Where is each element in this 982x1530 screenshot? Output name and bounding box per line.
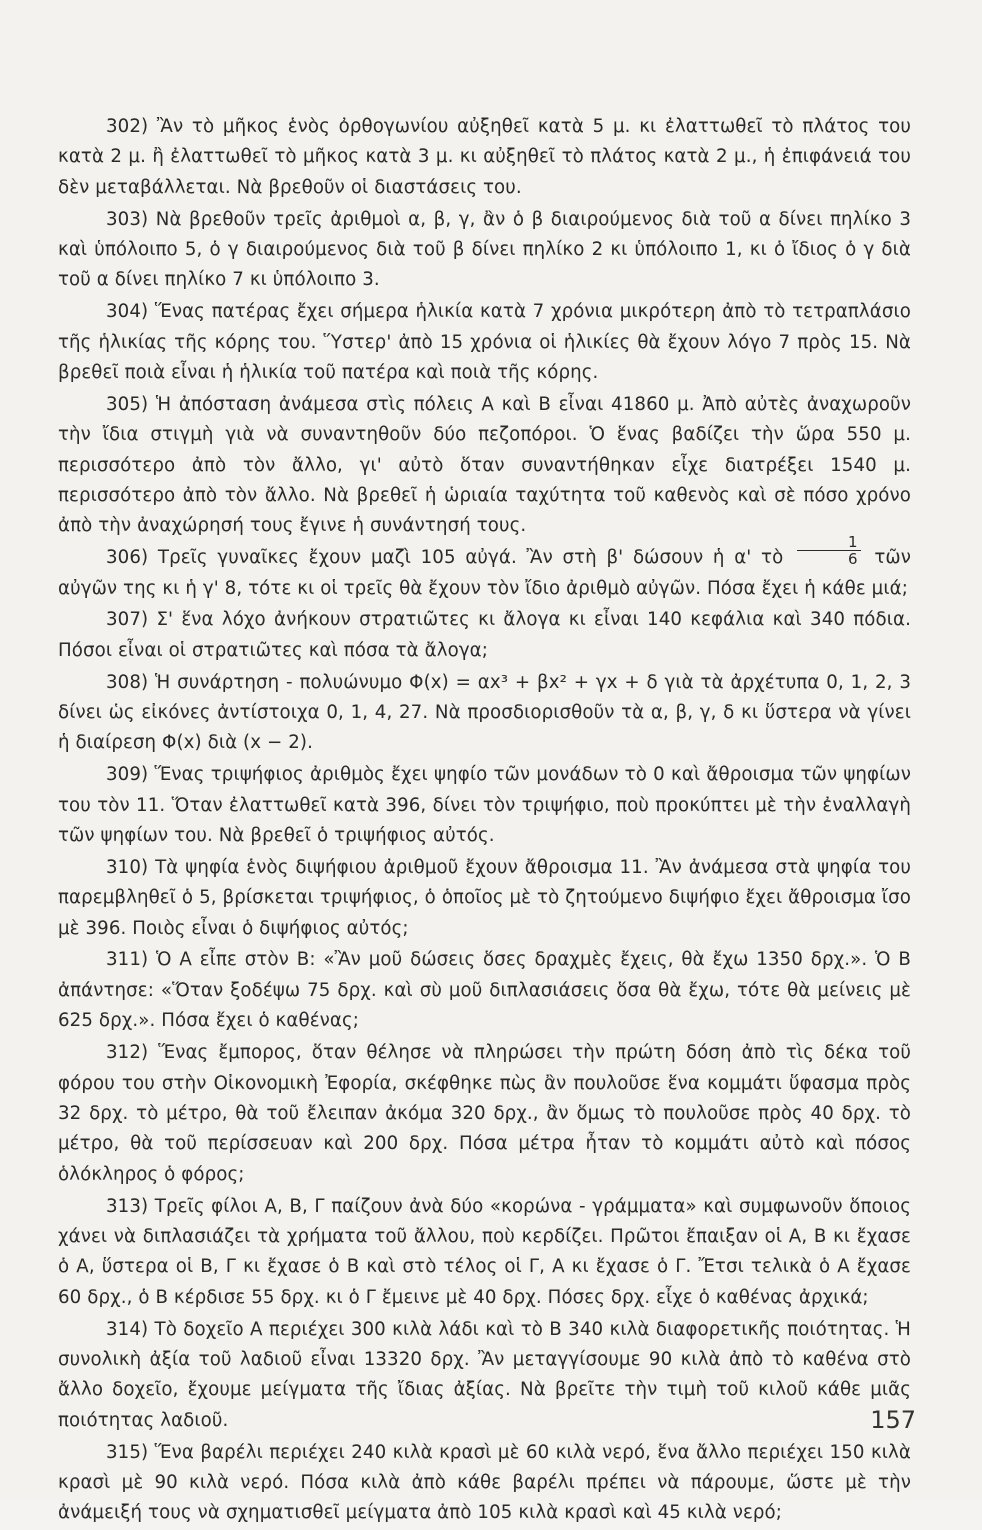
problem-310: 310) Τὰ ψηφία ἑνὸς διψήφιου ἀριθμοῦ ἔχουν ἄθροισμα 11. Ἂν ἀνάμεσα στὰ ψηφία του παρεμβληθεῖ ὁ 5, βρίσκεται τριψήφιος, ὁ ὁποῖος μὲ τὸ ζητούμενο διψήφιο ἔχει ἄθροισμα ἴσο μὲ 396. Ποιὸς εἶναι ὁ διψήφιος αὐτός; <box>58 856 911 939</box>
problem-303: 303) Νὰ βρεθοῦν τρεῖς ἀριθμοὶ α, β, γ, ἂν ὁ β διαιρούμενος διὰ τοῦ α δίνει πηλίκο 3 καὶ ὑπόλοιπο 5, ὁ γ διαιρούμενος διὰ τοῦ β δίνει πηλίκο 2 κι ὑπόλοιπο 1, κι ὁ ἴδιος ὁ γ διὰ τοῦ α δίνει πηλίκο 7 κι ὑπόλοιπο 3. <box>58 208 911 291</box>
fraction-one-sixth: $\frac{1}{6}$ <box>797 534 861 567</box>
problem-306: 306) Τρεῖς γυναῖκες ἔχουν μαζὶ 105 αὐγά. Ἂν στὴ β' δώσουν ἡ α' τὸ $\frac{1}{6}$ τῶν αὐγῶν της κι ἡ γ' 8, τότε κι οἱ τρεῖς θὰ ἔχουν τὸν ἴδιο ἀριθμὸ αὐγῶν. Πόσα ἔχει ἡ κάθε μιά; <box>58 532 911 599</box>
page-number: 157 <box>870 1406 916 1434</box>
problem-304: 304) Ἕνας πατέρας ἔχει σήμερα ἡλικία κατὰ 7 χρόνια μικρότερη ἀπὸ τὸ τετραπλάσιο τῆς ἡλικίας τῆς κόρης του. Ὕστερ' ἀπὸ 15 χρόνια οἱ ἡλικίες θὰ ἔχουν λόγο 7 πρὸς 15. Νὰ βρεθεῖ ποιὰ εἶναι ἡ ἡλικία τοῦ πατέρα καὶ ποιὰ τῆς κόρης. <box>58 301 911 384</box>
problems-list <box>58 112 911 1530</box>
problem-311: 311) Ὁ Α εἶπε στὸν Β: «Ἂν μοῦ δώσεις ὅσες δραχμὲς ἔχεις, θὰ ἔχω 1350 δρχ.». Ὁ Β ἀπάντησε: «Ὅταν ξοδέψω 75 δρχ. καὶ σὺ μοῦ διπλασιάσεις ὅσα θὰ ἔχω, τότε θὰ μείνεις μὲ 625 δρχ.». Πόσα ἔχει ὁ καθένας; <box>58 949 911 1032</box>
problem-313: 313) Τρεῖς φίλοι Α, Β, Γ παίζουν ἀνὰ δύο «κορώνα - γράμματα» καὶ συμφωνοῦν ὅποιος χάνει νὰ διπλασιάζει τὰ χρήματα τοῦ ἄλλου, ποὺ κερδίζει. Πρῶτοι ἔπαιξαν οἱ Α, Β κι ἔχασε ὁ Α, ὕστερα οἱ Β, Γ κι ἔχασε ὁ Β καὶ στὸ τέλος οἱ Γ, Α κι ἔχασε ὁ Γ. Ἔτσι τελικὰ ὁ Α ἔχασε 60 δρχ., ὁ Β κέρδισε 55 δρχ. κι ὁ Γ ἔμεινε μὲ 40 δρχ. Πόσες δρχ. εἶχε ὁ καθένας ἀρχικά; <box>58 1195 911 1308</box>
problem-309: 309) Ἕνας τριψήφιος ἀριθμὸς ἔχει ψηφίο τῶν μονάδων τὸ 0 καὶ ἄθροισμα τῶν ψηφίων του τὸν 11. Ὅταν ἐλαττωθεῖ κατὰ 396, δίνει τὸν τριψήφιο, ποὺ προκύπτει μὲ τὴν ἐναλλαγὴ τῶν ψηφίων του. Νὰ βρεθεῖ ὁ τριψήφιος αὐτός. <box>58 764 911 847</box>
problem-312: 312) Ἕνας ἔμπορος, ὅταν θέλησε νὰ πληρώσει τὴν πρώτη δόση ἀπὸ τὶς δέκα τοῦ φόρου του στὴν Οἰκονομικὴ Ἐφορία, σκέφθηκε πὼς ἂν πουλοῦσε ἕνα κομμάτι ὕφασμα πρὸς 32 δρχ. τὸ μέτρο, θὰ τοῦ ἔλειπαν ἀκόμα 320 δρχ., ἂν ὅμως τὸ πουλοῦσε πρὸς 40 δρχ. τὸ μέτρο, θὰ τοῦ περίσσευαν καὶ 200 δρχ. Πόσα μέτρα ἦταν τὸ κομμάτι αὐτὸ καὶ πόσος ὁλόκληρος ὁ φόρος; <box>58 1042 911 1185</box>
problem-308: 308) Ἡ συνάρτηση - πολυώνυμο Φ(x) = αx³ + βx² + γx + δ γιὰ τὰ ἀρχέτυπα 0, 1, 2, 3 δίνει ὡς εἰκόνες ἀντίστοιχα 0, 1, 4, 27. Νὰ προσδιορισθοῦν τὰ α, β, γ, δ κι ὕστερα νὰ γίνει ἡ διαίρεση Φ(x) διὰ (x − 2). <box>58 671 911 754</box>
problem-314: 314) Τὸ δοχεῖο Α περιέχει 300 κιλὰ λάδι καὶ τὸ Β 340 κιλὰ διαφορετικῆς ποιότητας. Ἡ συνολικὴ ἀξία τοῦ λαδιοῦ εἶναι 13320 δρχ. Ἂν μεταγγίσουμε 90 κιλὰ ἀπὸ τὸ καθένα στὸ ἄλλο δοχεῖο, ἔχουμε μείγματα τῆς ἴδιας ἀξίας. Νὰ βρεῖτε τὴν τιμὴ τοῦ κιλοῦ κάθε μιᾶς ποιότητας λαδιοῦ. <box>58 1318 911 1431</box>
problem-305: 305) Ἡ ἀπόσταση ἀνάμεσα στὶς πόλεις Α καὶ Β εἶναι 41860 μ. Ἀπὸ αὐτὲς ἀναχωροῦν τὴν ἴδια στιγμὴ γιὰ νὰ συναντηθοῦν δύο πεζοπόροι. Ὁ ἕνας βαδίζει τὴν ὥρα 550 μ. περισσότερο ἀπὸ τὸν ἄλλο, γι' αὐτὸ ὅταν συναντήθηκαν εἶχε διατρέξει 1540 μ. περισσότερο ἀπὸ τὸν ἄλλο. Νὰ βρεθεῖ ἡ ὡριαία ταχύτητα τοῦ καθενὸς καὶ σὲ πόσο χρόνο ἀπὸ τὴν ἀναχώρησή τους ἔγινε ἡ συνάντησή τους. <box>58 393 911 537</box>
problem-302: 302) Ἂν τὸ μῆκος ἑνὸς ὀρθογωνίου αὐξηθεῖ κατὰ 5 μ. κι ἐλαττωθεῖ τὸ πλάτος του κατὰ 2 μ. ἢ ἐλαττωθεῖ τὸ μῆκος κατὰ 3 μ. κι αὐξηθεῖ τὸ πλάτος κατὰ 2 μ., ἡ ἐπιφάνειά του δὲν μεταβάλλεται. Νὰ βρεθοῦν οἱ διαστάσεις του. <box>58 116 911 198</box>
problem-315: 315) Ἕνα βαρέλι περιέχει 240 κιλὰ κρασὶ μὲ 60 κιλὰ νερό, ἕνα ἄλλο περιέχει 150 κιλὰ κρασὶ μὲ 90 κιλὰ νερό. Πόσα κιλὰ ἀπὸ κάθε βαρέλι πρέπει νὰ πάρουμε, ὥστε μὲ τὴν ἀνάμειξή τους νὰ σχηματισθεῖ μείγματα ἀπὸ 105 κιλὰ κρασὶ καὶ 45 κιλὰ νερό; <box>58 1441 911 1524</box>
problem-307: 307) Σ' ἕνα λόχο ἀνήκουν στρατιῶτες κι ἄλογα κι εἶναι 140 κεφάλια καὶ 340 πόδια. Πόσοι εἶναι οἱ στρατιῶτες καὶ πόσα τὰ ἄλογα; <box>58 609 911 661</box>
